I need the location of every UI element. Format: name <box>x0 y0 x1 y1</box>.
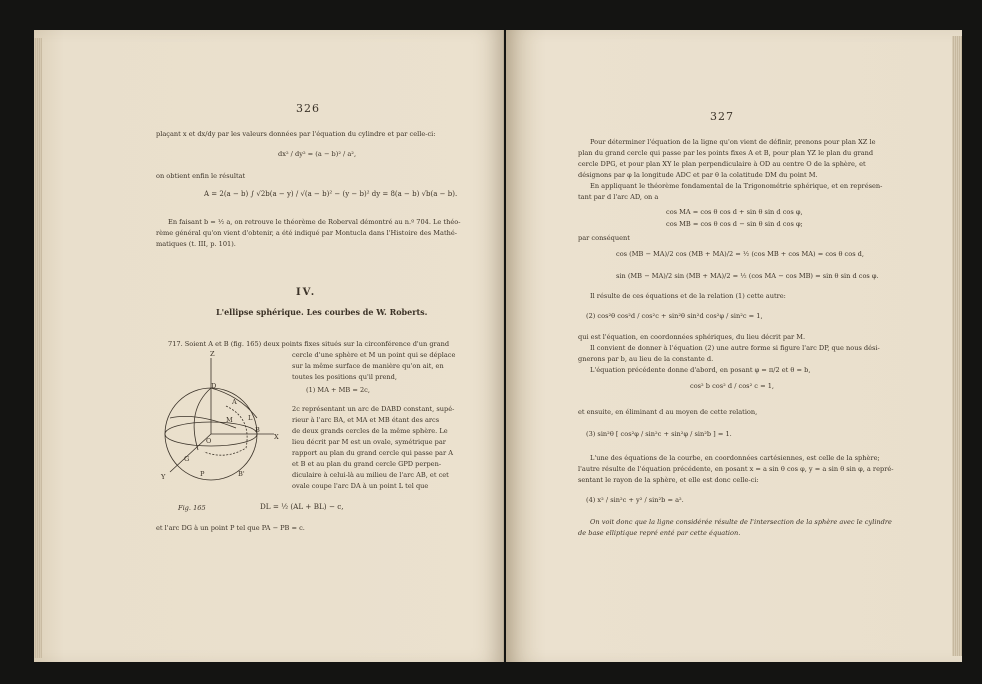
fig-label: L <box>248 414 253 422</box>
equation-4: (4) x² / sin²c + y² / sin²b = a². <box>586 496 684 504</box>
equation: sin (MB − MA)/2 sin (MB + MA)/2 = ½ (cos MA − cos MB) = sin θ sin d cos φ. <box>616 272 879 280</box>
oval-curve <box>204 406 247 455</box>
paragraph-line: toutes les positions qu'il prend, <box>292 373 397 381</box>
text-line: sentant le rayon de la sphère, et elle est donc celle-ci: <box>578 476 759 484</box>
paragraph-line: de deux grands cercles de la même sphère. Le <box>292 427 448 435</box>
fig-label: Z <box>210 350 215 358</box>
left-page-edges <box>34 38 42 658</box>
equation: A = 2(a − b) ∫ √2b(a − y) / √(a − b)² − (y − b)² dy = 8(a − b) √b(a − b). <box>204 190 458 198</box>
text-line: désignons par φ la longitude ADC et par θ la colatitude DM du point M. <box>578 171 818 179</box>
text-line: rème général qu'on vient d'obtenir, a été indiqué par Montucla dans l'Histoire des Mathé- <box>156 229 457 237</box>
equation-3: (3) sin²θ [ cos²φ / sin²c + sin²φ / sin²b ] = 1. <box>586 430 732 438</box>
equation-2: (2) cos²θ cos²d / cos²c + sin²θ sin²d cos²φ / sin²c = 1, <box>586 312 763 320</box>
equation-1: (1) MA + MB = 2c, <box>306 386 370 394</box>
fig-label: O <box>206 437 212 445</box>
text-line: gnerons par b, au lieu de la constante d. <box>578 355 714 363</box>
paragraph-line: rapport au plan du grand cercle qui passe par A <box>292 449 453 457</box>
right-page <box>506 30 962 662</box>
text-line: Il résulte de ces équations et de la relation (1) cette autre: <box>590 292 786 300</box>
right-page-edges <box>952 36 962 656</box>
paragraph-line: ovale coupe l'arc DA à un point L tel que <box>292 482 429 490</box>
fig-label: M <box>226 416 233 424</box>
text-line: l'autre résulte de l'équation précédente, en posant x = a sin θ cos φ, y = a sin θ sin φ, a repré- <box>578 465 894 473</box>
section-heading: IV. <box>296 287 317 298</box>
text-line: L'équation précédente donne d'abord, en posant φ = π/2 et θ = b, <box>590 366 811 374</box>
paragraph-line: lieu décrit par M est un ovale, symétrique par <box>292 438 446 446</box>
equation: DL = ½ (AL + BL) − c, <box>260 502 344 511</box>
text-line: Il convient de donner à l'équation (2) une autre forme si figure l'arc DP, que nous dési- <box>590 344 880 352</box>
equation: cos (MB − MA)/2 cos (MB + MA)/2 = ½ (cos MB + cos MA) = cos θ cos d, <box>616 250 865 258</box>
y-axis <box>170 434 211 472</box>
text-line: En faisant b = ½ a, on retrouve le théorème de Roberval démontré au n.º 704. Le théo- <box>168 218 461 226</box>
text-line: L'une des équations de la courbe, en coordonnées cartésiennes, est celle de la sphère; <box>590 454 880 462</box>
fig-label: B' <box>238 470 245 478</box>
text-line: par conséquent <box>578 234 630 242</box>
text-line: Pour déterminer l'équation de la ligne qu'on vient de définir, prenons pour plan XZ le <box>590 138 876 146</box>
fig-caption: Fig. 165 <box>178 504 206 512</box>
paragraph-line: diculaire à celui-là au milieu de l'arc AB, et cet <box>292 471 449 479</box>
paragraph-line: 717. Soient A et B (fig. 165) deux points fixes situés sur la circonférence d'un grand <box>168 340 450 348</box>
paragraph-line: et l'arc DG à un point P tel que PA − PB = c. <box>156 524 305 532</box>
text-line: cercle DPG, et pour plan XY le plan perpendiculaire à OD au centre O de la sphère, et <box>578 160 866 168</box>
text-line: tant par d l'arc AD, on a <box>578 193 659 201</box>
paragraph-line: 2c représentant un arc de DABD constant, supé- <box>292 405 455 413</box>
text-line: matiques (t. III, p. 101). <box>156 240 236 248</box>
paragraph-line: sur la même surface de manière qu'on ait, en <box>292 362 444 370</box>
fig-label: G <box>184 455 190 463</box>
text-line: plan du grand cercle qui passe par les points fixes A et B, pour plan YZ le plan du grand <box>578 149 874 157</box>
equation: cos MB = cos θ cos d − sin θ sin d cos φ; <box>666 220 803 228</box>
paragraph-line: et B et au plan du grand cercle GPD perpen- <box>292 460 442 468</box>
equation: cos MA = cos θ cos d + sin θ sin d cos φ, <box>666 208 803 216</box>
equation: dx² / dy² = (a − b)² / a², <box>278 150 357 158</box>
text-line: et ensuite, en éliminant d au moyen de cette relation, <box>578 408 758 416</box>
equation: cos² b cos² d / cos² c = 1, <box>690 382 775 390</box>
fig-label: X <box>274 433 279 441</box>
text-line: qui est l'équation, en coordonnées sphériques, du lieu décrit par M. <box>578 333 806 341</box>
fig-label: Y <box>161 473 166 481</box>
text-line: En appliquant le théorème fondamental de la Trigonométrie sphérique, et en représen- <box>590 182 883 190</box>
paragraph-line: rieur à l'arc BA, et MA et MB étant des arcs <box>292 416 440 424</box>
fig-label: A <box>232 398 237 406</box>
fig-label: D <box>211 382 217 390</box>
paragraph-line: cercle d'une sphère et M un point qui se déplace <box>292 351 456 359</box>
text-line: plaçant x et dx/dy par les valeurs données par l'équation du cylindre et par celle-ci: <box>156 130 436 138</box>
text-line: On voit donc que la ligne considérée résulte de l'intersection de la sphère avec le cylindre <box>590 518 892 526</box>
section-subtitle: L'ellipse sphérique. Les courbes de W. Roberts. <box>216 307 428 317</box>
page-number: 326 <box>296 102 320 115</box>
text-line: on obtient enfin le résultat <box>156 172 246 180</box>
fig-label: B <box>255 426 260 434</box>
text-line: de base elliptique repré enté par cette équation. <box>578 529 741 537</box>
page-number: 327 <box>710 110 734 123</box>
fig-label: P <box>200 470 205 478</box>
open-book <box>34 30 962 662</box>
left-page <box>34 30 504 662</box>
